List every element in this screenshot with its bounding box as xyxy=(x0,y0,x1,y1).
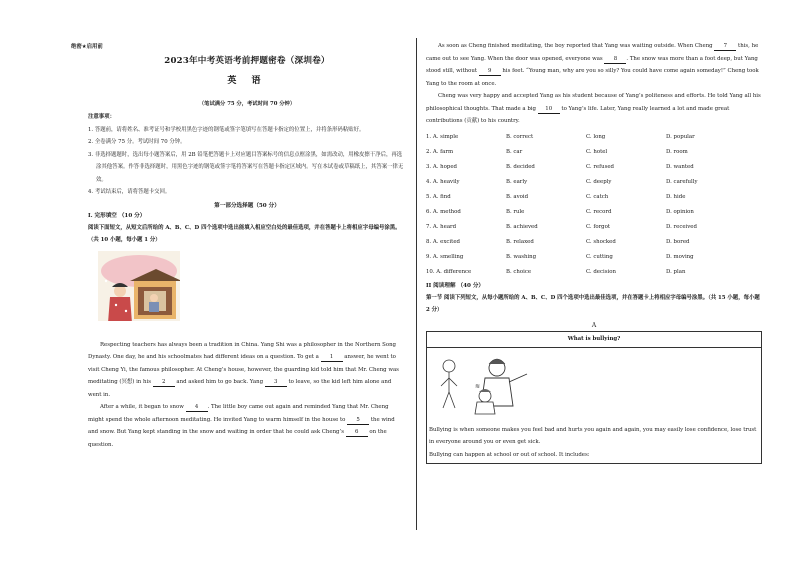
option-8d[interactable]: D. bored xyxy=(666,238,690,245)
option-10c[interactable]: C. decision xyxy=(586,268,616,275)
option-6d[interactable]: D. opinion xyxy=(666,208,694,215)
option-3c[interactable]: C. refused xyxy=(586,163,615,170)
option-4d[interactable]: D. carefully xyxy=(666,178,698,185)
blank-3[interactable]: 3 xyxy=(265,378,287,387)
cloze-directions: 阅读下面短文，从短文后所给的 A、B、C、D 四个选项中选出能填入相应空白处的最佳选项，并在答题卡上将相应字母编号涂黑。（共 10 小题，每小题 1 分） xyxy=(88,224,401,243)
option-10a[interactable]: 10. A. difference xyxy=(426,268,472,275)
story-illustration xyxy=(98,251,180,329)
instructions-heading: 注意事项： xyxy=(88,114,115,120)
instruction-item: 2. 全卷满分 75 分。考试时间 70 分钟。 xyxy=(88,139,186,145)
option-3b[interactable]: B. decided xyxy=(506,163,535,170)
passage-paragraph: After a while, it began to snow 4 . The little boy came out again and reminded Yang that Mr. Cheng might spend the whole afternoon meditating. He invited Yang to warm himself in the house to 5 the wind and snow. But Yang kept standing in the snow and waiting in order that he could ask Cheng’s 6 on the question. xyxy=(88,404,395,448)
left-column xyxy=(88,40,406,451)
bullying-cartoon xyxy=(435,352,545,416)
option-8c[interactable]: C. shocked xyxy=(586,238,616,245)
options-grid xyxy=(426,130,762,280)
option-2d[interactable]: D. room xyxy=(666,148,688,155)
option-2b[interactable]: B. car xyxy=(506,148,523,155)
passage-paragraph: As soon as Cheng finished meditating, the boy reported that Yang was waiting outside. When Cheng 7 this, he came out to see Yang. When the door was opened, everyone was 8 . The snow was more than a foot deep, but Yang stood still, without 9 his feet. “Young man, why are you so silly? You could have come again someday!” Cheng took Yang to the room at once. xyxy=(426,43,759,87)
instruction-item: 1. 答题前，请将姓名、准考证号和学校用黑色字迹的钢笔或签字笔填写在答题卡指定的位置上，并将条形码粘贴好。 xyxy=(88,126,365,133)
option-9d[interactable]: D. moving xyxy=(666,253,694,260)
exam-subject: 英 语 xyxy=(227,76,267,86)
option-7a[interactable]: 7. A. heard xyxy=(426,223,457,230)
option-1a[interactable]: 1. A. simple xyxy=(426,133,459,140)
blank-2[interactable]: 2 xyxy=(153,378,175,387)
box-text-1: Bullying is when someone makes you feel bad and hurts you again and again, you may easily lose confidence, lose trust in everyone around you or even get sick. xyxy=(429,426,757,445)
option-5d[interactable]: D. hide xyxy=(666,193,686,200)
option-4b[interactable]: B. early xyxy=(506,178,528,185)
svg-text:≋: ≋ xyxy=(475,382,481,390)
option-9a[interactable]: 9. A. smelling xyxy=(426,253,464,260)
option-2a[interactable]: 2. A. farm xyxy=(426,148,454,155)
blank-9[interactable]: 9 xyxy=(479,67,501,76)
option-7b[interactable]: B. achieved xyxy=(506,223,538,230)
option-5c[interactable]: C. catch xyxy=(586,193,609,200)
blank-6[interactable]: 6 xyxy=(346,428,368,437)
right-column xyxy=(426,40,762,464)
option-8b[interactable]: B. relaxed xyxy=(506,238,534,245)
option-9c[interactable]: C. cutting xyxy=(586,253,613,260)
option-7d[interactable]: D. received xyxy=(666,223,697,230)
option-1c[interactable]: C. long xyxy=(586,133,606,140)
option-4a[interactable]: 4. A. heavily xyxy=(426,178,460,185)
exam-meta: （笔试满分 75 分，考试时间 70 分钟） xyxy=(198,101,296,107)
secret-label: 绝密★启用前 xyxy=(71,44,103,50)
option-4c[interactable]: C. deeply xyxy=(586,178,612,185)
instruction-item: 4. 考试结束后，请将答题卡交回。 xyxy=(88,189,171,195)
blank-7[interactable]: 7 xyxy=(714,42,736,51)
instruction-item: 3. 非选择题题时，选出每小题答案后，用 2B 铅笔把答题卡上对应题目答案标号的信息点框涂黑，如需改动，用橡皮擦干净后，再选涂其他答案。作答非选择题时，用黑色字迹的钢笔或签字笔将答案写在答题卡指定区域内。写在本试卷或草稿纸上，其答案一律无效。 xyxy=(88,151,404,183)
option-5a[interactable]: 5. A. find xyxy=(426,193,451,200)
option-10b[interactable]: B. choice xyxy=(506,268,532,275)
passage-label: A xyxy=(591,321,597,329)
part1-heading: 第一部分选择题（50 分） xyxy=(214,202,280,209)
blank-5[interactable]: 5 xyxy=(347,416,369,425)
option-3d[interactable]: D. wanted xyxy=(666,163,694,170)
cloze-section-title: I. 完形填空 （10 分） xyxy=(88,212,146,219)
option-6a[interactable]: 6. A. method xyxy=(426,208,461,215)
option-1d[interactable]: D. popular xyxy=(666,133,695,140)
option-3a[interactable]: 3. A. hoped xyxy=(426,163,457,170)
passage-paragraph: Cheng was very happy and accepted Yang as his student because of Yang’s politeness and efforts. He told Yang all his philosophical thoughts. That made a big 10 to Yang’s life. Later, Yang really learned a lot and made great contributions (贡献) to his country. xyxy=(426,93,761,124)
option-8a[interactable]: 8. A. excited xyxy=(426,238,460,245)
box-body xyxy=(427,348,761,464)
column-divider xyxy=(416,38,417,530)
passage-paragraph: Respecting teachers has always been a tradition in China. Yang Shi was a philosopher in the Northern Song Dynasty. One day, he and his schoolmates had different ideas on a question. To get a 1 answer, he went to visit Cheng Yi, the famous philosopher. At Cheng’s house, however, the guarding kid told him that Mr. Cheng was meditating (冥想) in his 2 and asked him to go back. Yang 3 to leave, so the kid left him alone and went in. xyxy=(88,341,399,398)
option-10d[interactable]: D. plan xyxy=(666,268,686,275)
blank-8[interactable]: 8 xyxy=(604,55,626,64)
blank-4[interactable]: 4 xyxy=(186,403,208,412)
reading-section-title: II 阅读理解 （40 分） xyxy=(426,282,485,289)
option-6b[interactable]: B. rule xyxy=(506,208,525,215)
option-5b[interactable]: B. avoid xyxy=(506,193,529,200)
option-6c[interactable]: C. record xyxy=(586,208,612,215)
exam-title: 2023年中考英语考前押题密卷（深圳卷） xyxy=(164,56,330,66)
instructions xyxy=(88,111,406,199)
box-title: What is bullying? xyxy=(427,332,761,348)
blank-10[interactable]: 10 xyxy=(538,105,560,114)
blank-1[interactable]: 1 xyxy=(321,353,343,362)
option-7c[interactable]: C. forgot xyxy=(586,223,611,230)
box-text-2: Bullying can happen at school or out of school. It includes: xyxy=(429,451,590,458)
reading-directions: 第一节 阅读下列短文，从每小题所给的 A、B、C、D 四个选项中选出最佳选项，并在答题卡上将相应字母编号涂黑。（共 15 小题，每小题 2 分） xyxy=(426,294,760,313)
option-2c[interactable]: C. hotel xyxy=(586,148,608,155)
bullying-box xyxy=(426,331,762,465)
option-9b[interactable]: B. washing xyxy=(506,253,537,260)
option-1b[interactable]: B. correct xyxy=(506,133,534,140)
